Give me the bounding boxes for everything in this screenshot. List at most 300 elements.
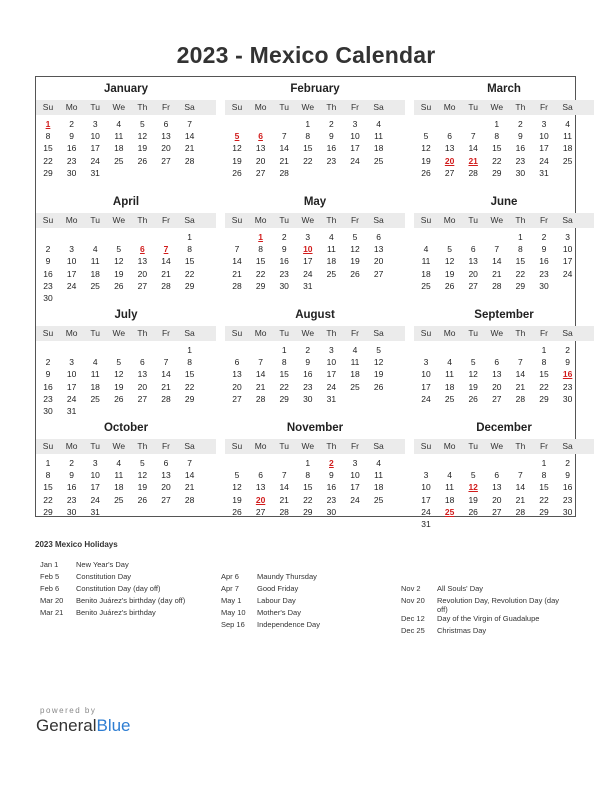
weekday-label: Th xyxy=(137,441,148,451)
day-cell: 13 xyxy=(255,482,266,493)
weekday-label: Fr xyxy=(350,102,360,112)
day-cell: 15 xyxy=(43,143,53,154)
day-cell: 2 xyxy=(69,458,74,468)
day-cell: 25 xyxy=(326,268,337,279)
weekday-header xyxy=(225,213,405,228)
day-cell: 28 xyxy=(232,280,242,291)
day-cell: 25 xyxy=(444,393,455,404)
day-cell: 22 xyxy=(279,381,289,392)
weekday-header xyxy=(36,439,216,454)
holiday-day-cell: 1 xyxy=(258,232,263,242)
day-cell: 1 xyxy=(45,458,51,468)
day-cell: 11 xyxy=(445,369,454,380)
holiday-date: Mar 20 xyxy=(40,596,64,605)
day-cell: 30 xyxy=(279,280,289,291)
day-cell: 27 xyxy=(255,506,266,517)
day-cell: 7 xyxy=(163,357,169,368)
holiday-item xyxy=(221,584,396,596)
day-cell: 9 xyxy=(518,131,523,142)
holiday-day-cell: 21 xyxy=(468,155,478,166)
weekday-label: Mo xyxy=(65,102,78,112)
day-cell: 12 xyxy=(232,482,242,493)
day-cell: 9 xyxy=(329,131,334,142)
day-cell: 23 xyxy=(279,268,289,279)
day-cell: 10 xyxy=(421,369,431,380)
day-cell: 24 xyxy=(562,268,573,279)
day-cell: 2 xyxy=(518,119,523,129)
holiday-name: Maundy Thursday xyxy=(257,572,317,581)
day-cell: 17 xyxy=(66,268,77,279)
weekday-label: Tu xyxy=(90,102,100,112)
day-cell: 28 xyxy=(515,393,526,404)
day-cell: 18 xyxy=(114,143,124,154)
calendar-grid xyxy=(35,76,576,529)
day-cell: 13 xyxy=(255,143,266,154)
weekday-label: Fr xyxy=(350,441,360,451)
day-cell: 21 xyxy=(515,381,526,392)
day-cell: 28 xyxy=(184,155,195,166)
day-cell: 9 xyxy=(565,470,570,481)
day-cell: 18 xyxy=(562,143,573,154)
day-cell: 2 xyxy=(305,345,311,355)
holiday-day-cell: 20 xyxy=(444,155,455,166)
holiday-date: Nov 20 xyxy=(401,596,425,605)
weekday-label: Fr xyxy=(161,102,171,112)
day-cell: 6 xyxy=(376,232,381,242)
day-cell: 26 xyxy=(137,155,148,166)
day-cell: 15 xyxy=(539,369,549,380)
day-cell: 4 xyxy=(376,458,381,468)
day-cell: 8 xyxy=(45,470,51,481)
month-september xyxy=(414,303,594,413)
day-cell: 7 xyxy=(281,470,287,481)
day-cell: 16 xyxy=(303,369,313,380)
weekday-label: Sa xyxy=(562,441,573,451)
weekday-label: We xyxy=(301,102,315,112)
day-cell: 18 xyxy=(373,482,384,493)
day-cell: 10 xyxy=(562,244,573,255)
day-cell: 19 xyxy=(232,155,242,166)
day-cell: 29 xyxy=(255,280,266,291)
weekday-label: Su xyxy=(42,102,54,112)
holiday-day-cell: 20 xyxy=(255,494,266,505)
holiday-date: Apr 7 xyxy=(221,584,239,593)
day-cell: 20 xyxy=(232,381,242,392)
weekday-label: We xyxy=(301,328,315,338)
day-cell: 17 xyxy=(421,381,431,392)
day-cell: 8 xyxy=(281,357,287,368)
day-cell: 9 xyxy=(305,357,311,368)
weekday-label: Mo xyxy=(443,102,456,112)
day-cell: 13 xyxy=(492,482,502,493)
weekday-label: Th xyxy=(137,328,148,338)
day-cell: 16 xyxy=(562,482,573,493)
day-cell: 11 xyxy=(374,470,383,481)
day-cell: 20 xyxy=(492,494,502,505)
day-cell: 23 xyxy=(43,280,53,291)
day-cell: 20 xyxy=(255,155,266,166)
month-name: December xyxy=(476,422,532,434)
holiday-day-cell: 25 xyxy=(444,506,455,517)
day-cell: 22 xyxy=(492,155,502,166)
month-name: February xyxy=(290,83,340,95)
day-cell: 5 xyxy=(447,244,452,255)
day-cell: 25 xyxy=(350,381,360,392)
day-cell: 14 xyxy=(161,369,171,380)
day-cell: 21 xyxy=(492,268,502,279)
weekday-label: Mo xyxy=(443,328,456,338)
day-cell: 14 xyxy=(279,143,289,154)
day-cell: 22 xyxy=(303,494,313,505)
day-cell: 21 xyxy=(279,155,289,166)
day-cell: 22 xyxy=(43,494,53,505)
day-cell: 18 xyxy=(350,369,360,380)
day-cell: 12 xyxy=(137,131,148,142)
day-cell: 19 xyxy=(421,155,431,166)
day-cell: 6 xyxy=(140,357,145,368)
holiday-name: Benito Juárez's birthday (day off) xyxy=(76,596,186,605)
day-cell: 25 xyxy=(90,280,100,291)
weekday-label: Su xyxy=(420,215,432,225)
month-name: October xyxy=(103,422,149,434)
holiday-date: Feb 5 xyxy=(40,572,60,581)
day-cell: 14 xyxy=(515,482,526,493)
holiday-column-2 xyxy=(221,572,396,632)
day-cell: 5 xyxy=(376,345,381,355)
day-cell: 9 xyxy=(45,256,51,267)
day-cell: 8 xyxy=(494,131,500,142)
day-cell: 21 xyxy=(279,494,289,505)
day-cell: 6 xyxy=(494,357,500,368)
day-cell: 4 xyxy=(92,357,98,368)
day-cell: 12 xyxy=(114,256,124,267)
weekday-label: Th xyxy=(515,328,526,338)
day-cell: 3 xyxy=(69,244,74,255)
day-cell: 16 xyxy=(66,482,77,493)
day-cell: 17 xyxy=(303,256,313,267)
weekday-label: We xyxy=(301,215,315,225)
day-cell: 5 xyxy=(140,119,145,129)
day-cell: 4 xyxy=(423,244,429,255)
day-cell: 20 xyxy=(161,143,171,154)
weekday-label: We xyxy=(112,441,126,451)
day-cell: 20 xyxy=(161,482,171,493)
day-cell: 9 xyxy=(565,357,570,368)
day-cell: 17 xyxy=(90,482,100,493)
day-cell: 23 xyxy=(66,494,77,505)
weekday-label: We xyxy=(490,441,504,451)
day-cell: 11 xyxy=(374,131,383,142)
brand-logo xyxy=(36,716,131,736)
day-cell: 12 xyxy=(444,256,455,267)
day-cell: 27 xyxy=(373,268,384,279)
holiday-day-cell: 5 xyxy=(234,131,240,142)
month-name: April xyxy=(112,196,140,208)
day-cell: 2 xyxy=(45,357,51,368)
day-cell: 30 xyxy=(303,393,313,404)
month-april xyxy=(36,190,216,303)
weekday-header xyxy=(225,439,405,454)
weekday-header xyxy=(36,326,216,341)
weekday-label: Th xyxy=(326,215,337,225)
day-cell: 4 xyxy=(447,470,452,481)
weekday-label: Tu xyxy=(90,328,100,338)
day-cell: 5 xyxy=(140,458,145,468)
month-july xyxy=(36,303,216,416)
day-cell: 26 xyxy=(232,506,242,517)
day-cell: 16 xyxy=(326,143,337,154)
day-cell: 18 xyxy=(444,381,455,392)
weekday-label: We xyxy=(490,102,504,112)
holiday-date: Feb 6 xyxy=(40,584,60,593)
day-cell: 15 xyxy=(492,143,502,154)
day-cell: 23 xyxy=(43,393,53,404)
weekday-header xyxy=(225,100,405,115)
holiday-name: Labour Day xyxy=(257,596,296,605)
weekday-label: Fr xyxy=(539,102,549,112)
day-cell: 6 xyxy=(258,470,263,481)
day-cell: 18 xyxy=(90,268,100,279)
holiday-name: Constitution Day xyxy=(76,572,132,581)
day-cell: 8 xyxy=(187,244,192,255)
day-cell: 19 xyxy=(444,268,455,279)
day-cell: 20 xyxy=(373,256,384,267)
day-cell: 17 xyxy=(539,143,549,154)
day-cell: 30 xyxy=(562,393,573,404)
brand-name-main: General xyxy=(36,716,97,735)
day-cell: 2 xyxy=(565,458,570,468)
day-cell: 8 xyxy=(258,244,263,255)
day-cell: 14 xyxy=(468,143,478,154)
day-cell: 12 xyxy=(373,357,384,368)
day-cell: 30 xyxy=(515,167,526,178)
day-cell: 15 xyxy=(279,369,289,380)
holiday-date: Dec 12 xyxy=(401,614,425,623)
day-cell: 4 xyxy=(116,458,122,468)
day-cell: 12 xyxy=(137,470,148,481)
month-name: July xyxy=(114,309,138,321)
day-cell: 21 xyxy=(232,268,242,279)
month-name: May xyxy=(303,196,327,208)
day-cell: 10 xyxy=(421,482,431,493)
day-cell: 19 xyxy=(350,256,360,267)
holiday-item xyxy=(401,626,571,638)
day-cell: 3 xyxy=(92,458,98,468)
day-cell: 3 xyxy=(423,470,429,481)
day-cell: 13 xyxy=(232,369,242,380)
day-cell: 1 xyxy=(541,458,547,468)
weekday-label: Sa xyxy=(373,441,384,451)
weekday-label: Tu xyxy=(90,441,100,451)
day-cell: 31 xyxy=(66,406,77,416)
weekday-label: Mo xyxy=(254,441,267,451)
day-cell: 10 xyxy=(66,369,77,380)
day-cell: 13 xyxy=(468,256,478,267)
day-cell: 10 xyxy=(539,131,549,142)
weekday-label: We xyxy=(490,328,504,338)
day-cell: 6 xyxy=(234,357,240,368)
weekday-label: Sa xyxy=(184,328,195,338)
day-cell: 1 xyxy=(494,119,500,129)
day-cell: 18 xyxy=(326,256,337,267)
day-cell: 24 xyxy=(350,155,360,166)
weekday-label: Tu xyxy=(90,215,100,225)
weekday-header xyxy=(36,100,216,115)
day-cell: 15 xyxy=(303,482,313,493)
day-cell: 16 xyxy=(515,143,526,154)
day-cell: 8 xyxy=(541,357,547,368)
weekday-label: Fr xyxy=(350,215,360,225)
day-cell: 19 xyxy=(232,494,242,505)
holiday-item xyxy=(221,608,396,620)
day-cell: 17 xyxy=(90,143,100,154)
weekday-label: Tu xyxy=(279,328,289,338)
month-february xyxy=(225,77,405,187)
day-cell: 17 xyxy=(350,143,360,154)
day-cell: 19 xyxy=(137,482,148,493)
month-name: June xyxy=(490,196,518,208)
day-cell: 1 xyxy=(541,345,547,355)
weekday-label: Fr xyxy=(161,441,171,451)
weekday-label: Th xyxy=(326,328,337,338)
day-cell: 18 xyxy=(373,143,384,154)
day-cell: 23 xyxy=(515,155,526,166)
weekday-label: Sa xyxy=(562,215,573,225)
day-cell: 15 xyxy=(303,143,313,154)
holiday-day-cell: 16 xyxy=(562,369,573,380)
month-october xyxy=(36,416,216,526)
day-cell: 12 xyxy=(350,244,360,255)
day-cell: 27 xyxy=(137,280,148,291)
day-cell: 28 xyxy=(515,506,526,517)
day-cell: 6 xyxy=(494,470,500,481)
day-cell: 13 xyxy=(444,143,455,154)
day-cell: 29 xyxy=(515,280,526,291)
weekday-label: Sa xyxy=(373,215,384,225)
weekday-label: We xyxy=(490,215,504,225)
weekday-label: Th xyxy=(515,102,526,112)
holiday-column-3 xyxy=(401,584,571,638)
holiday-item xyxy=(40,560,215,572)
weekday-label: Mo xyxy=(65,441,78,451)
holiday-day-cell: 6 xyxy=(140,244,145,255)
day-cell: 22 xyxy=(539,494,549,505)
holiday-day-cell: 10 xyxy=(303,244,313,255)
day-cell: 31 xyxy=(539,167,549,178)
day-cell: 22 xyxy=(539,381,549,392)
day-cell: 14 xyxy=(255,369,266,380)
weekday-label: Su xyxy=(420,441,432,451)
day-cell: 6 xyxy=(163,119,169,129)
day-cell: 11 xyxy=(90,369,100,380)
day-cell: 28 xyxy=(184,494,195,505)
day-cell: 14 xyxy=(515,369,526,380)
day-cell: 17 xyxy=(350,482,360,493)
weekday-label: Sa xyxy=(562,328,573,338)
day-cell: 23 xyxy=(562,381,573,392)
day-cell: 3 xyxy=(352,458,358,468)
day-cell: 24 xyxy=(421,393,431,404)
weekday-label: Su xyxy=(420,328,432,338)
month-november xyxy=(225,416,405,526)
day-cell: 31 xyxy=(90,506,100,517)
weekday-label: Mo xyxy=(443,215,456,225)
weekday-label: Su xyxy=(231,441,243,451)
weekday-label: Th xyxy=(515,215,526,225)
day-cell: 19 xyxy=(114,381,124,392)
day-cell: 16 xyxy=(66,143,77,154)
holiday-item xyxy=(401,584,571,596)
day-cell: 24 xyxy=(90,494,100,505)
day-cell: 30 xyxy=(539,280,549,291)
month-name: March xyxy=(487,83,521,95)
holiday-name: Constitution Day (day off) xyxy=(76,584,161,593)
day-cell: 21 xyxy=(255,381,266,392)
day-cell: 13 xyxy=(137,369,148,380)
day-cell: 9 xyxy=(329,470,334,481)
holiday-day-cell: 1 xyxy=(45,119,51,129)
day-cell: 21 xyxy=(184,143,195,154)
weekday-label: Su xyxy=(231,102,243,112)
day-cell: 15 xyxy=(184,256,195,267)
day-cell: 23 xyxy=(66,155,77,166)
day-cell: 15 xyxy=(539,482,549,493)
weekday-label: Fr xyxy=(539,328,549,338)
day-cell: 7 xyxy=(470,131,476,142)
day-cell: 10 xyxy=(350,131,360,142)
weekday-label: Tu xyxy=(468,102,478,112)
weekday-label: Su xyxy=(420,102,432,112)
day-cell: 18 xyxy=(421,268,431,279)
day-cell: 17 xyxy=(562,256,573,267)
day-cell: 9 xyxy=(541,244,547,255)
holiday-item xyxy=(401,596,571,614)
weekday-header xyxy=(36,213,216,228)
day-cell: 14 xyxy=(184,470,195,481)
day-cell: 26 xyxy=(373,381,384,392)
holiday-date: Dec 25 xyxy=(401,626,425,635)
day-cell: 10 xyxy=(90,470,100,481)
weekday-label: Mo xyxy=(65,215,78,225)
day-cell: 13 xyxy=(492,369,502,380)
day-cell: 8 xyxy=(305,470,311,481)
holiday-name: New Year's Day xyxy=(76,560,129,569)
day-cell: 30 xyxy=(66,167,77,178)
day-cell: 24 xyxy=(539,155,549,166)
day-cell: 1 xyxy=(281,345,287,355)
day-cell: 24 xyxy=(66,393,77,404)
day-cell: 20 xyxy=(492,381,502,392)
day-cell: 28 xyxy=(279,506,289,517)
holiday-name: Christmas Day xyxy=(437,626,487,635)
day-cell: 13 xyxy=(137,256,148,267)
day-cell: 28 xyxy=(468,167,478,178)
day-cell: 25 xyxy=(90,393,100,404)
day-cell: 5 xyxy=(352,232,358,242)
holiday-date: Apr 6 xyxy=(221,572,239,581)
weekday-label: Fr xyxy=(539,215,549,225)
weekday-header xyxy=(225,326,405,341)
day-cell: 18 xyxy=(114,482,124,493)
brand-footer xyxy=(36,706,131,736)
day-cell: 8 xyxy=(518,244,523,255)
weekday-label: Sa xyxy=(184,441,195,451)
day-cell: 8 xyxy=(541,470,547,481)
day-cell: 28 xyxy=(492,280,502,291)
weekday-label: Tu xyxy=(468,328,478,338)
day-cell: 5 xyxy=(116,244,122,255)
weekday-label: Su xyxy=(231,215,243,225)
